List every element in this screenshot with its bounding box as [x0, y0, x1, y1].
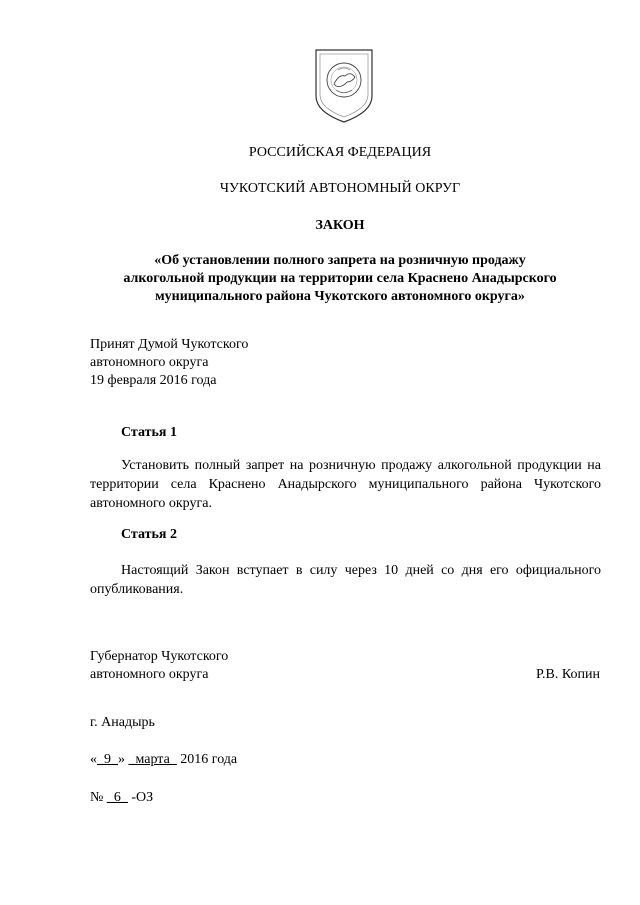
adoption-date: 19 февраля 2016 года [90, 373, 217, 388]
article-2-heading: Статья 2 [121, 527, 177, 542]
signing-place: г. Анадырь [90, 715, 155, 730]
law-title-line-1: «Об установлении полного запрета на розничную продажу [154, 253, 526, 268]
signature-position-line: Губернатор Чукотского [90, 649, 229, 664]
coat-of-arms-emblem [312, 46, 376, 124]
date-year: 2016 года [180, 752, 238, 767]
signature-position-line: автономного округа [90, 667, 209, 682]
adoption-block [90, 336, 248, 390]
signatory-name: Р.В. Копин [536, 667, 600, 682]
date-month: _марта_ [128, 752, 177, 767]
date-day: _9_ [97, 752, 118, 767]
adoption-line: Принят Думой Чукотского [90, 337, 249, 352]
article-2-text: Настоящий Закон вступает в силу через 10 дней со дня его официального опубликования. [90, 563, 601, 597]
adoption-line: автономного округа [90, 355, 209, 370]
law-title-line-3: муниципального района Чукотского автономного округа» [155, 289, 525, 304]
signing-date [90, 751, 237, 769]
document-type: ЗАКОН [315, 218, 365, 233]
number-value: _6_ [106, 790, 128, 805]
law-number [90, 789, 153, 807]
article-1-heading: Статья 1 [121, 425, 177, 440]
signature-position [90, 648, 228, 684]
region-name: ЧУКОТСКИЙ АВТОНОМНЫЙ ОКРУГ [219, 181, 461, 196]
number-prefix: № [90, 790, 104, 805]
law-title-line-2: алкогольной продукции на территории села Краснено Анадырского [123, 271, 557, 286]
date-open-quote: « [90, 752, 97, 767]
country-name: РОССИЙСКАЯ ФЕДЕРАЦИЯ [248, 145, 432, 160]
date-close-quote: » [118, 752, 125, 767]
number-suffix: -ОЗ [131, 790, 154, 805]
article-1-text: Установить полный запрет на розничную продажу алкогольной продукции на территории села Краснено Анадырского муниципального района Чукотского автономного округа. [90, 458, 601, 511]
